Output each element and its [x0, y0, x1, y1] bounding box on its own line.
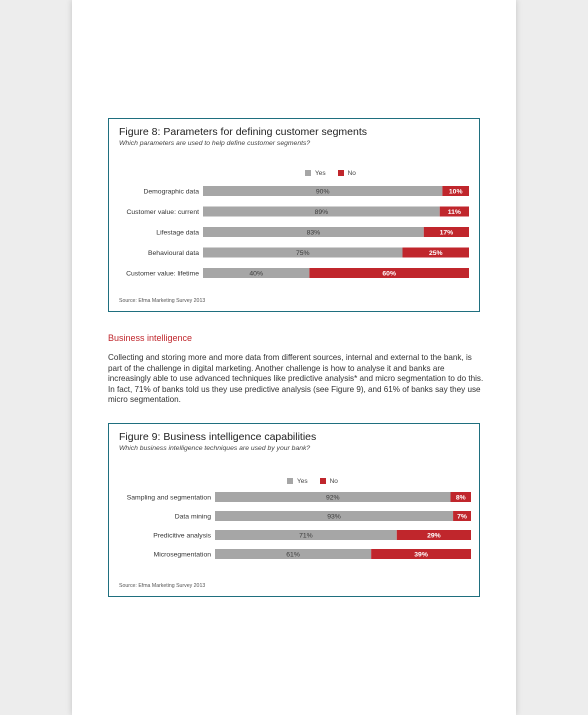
legend-label-no: No: [347, 169, 356, 177]
figure-9-box: [108, 423, 480, 597]
data-label: 93%: [327, 513, 341, 521]
figure-9-source: Source: Efma Marketing Survey 2013: [119, 583, 206, 589]
legend-label-yes: Yes: [297, 477, 308, 485]
figure-9-chart: [109, 488, 479, 578]
data-label: 60%: [382, 270, 397, 278]
figure-8-source: Source: Efma Marketing Survey 2013: [119, 298, 206, 304]
data-label: 71%: [299, 532, 313, 540]
section-paragraph: Collecting and storing more and more data from different sources, internal and external to the bank, is part of the challenge in digital marketing. Another challenge is how to analyse it and banks are increasingly able to use advanced techniques like predictive analysis* and micro segmentation to do this. In fact, 71% of banks told us they use predictive analysis (see Figure 9), and 61% of banks say they use micro segmentation.: [108, 353, 484, 405]
figure-9-legend: [287, 476, 350, 486]
data-label: 17%: [439, 229, 454, 237]
category-label: Demographic data: [143, 188, 199, 196]
category-label: Predicitive analysis: [153, 532, 211, 540]
data-label: 25%: [428, 249, 443, 257]
data-label: 39%: [414, 551, 428, 559]
legend-item-yes: [305, 170, 326, 177]
section-heading: Business intelligence: [108, 333, 193, 343]
data-label: 29%: [427, 532, 441, 540]
figure-8-legend: [305, 168, 368, 178]
data-label: 10%: [448, 188, 463, 196]
legend-swatch-no: [338, 170, 344, 176]
figure-9-title: Figure 9: Business intelligence capabilities: [119, 431, 317, 443]
legend-swatch-no: [320, 478, 326, 484]
legend-item-no: [338, 170, 356, 177]
figure-8-chart: [109, 181, 479, 291]
data-label: 83%: [306, 229, 321, 237]
category-label: Data mining: [174, 513, 211, 521]
figure-9-subtitle: Which business intelligence techniques are used by your bank?: [119, 445, 311, 452]
data-label: 92%: [325, 494, 340, 502]
category-label: Behavioural data: [147, 249, 199, 257]
data-label: 11%: [447, 208, 461, 216]
legend-swatch-yes: [287, 478, 293, 484]
data-label: 8%: [455, 494, 466, 502]
category-label: Customer value: lifetime: [126, 270, 199, 278]
category-label: Sampling and segmentation: [126, 494, 211, 502]
data-label: 61%: [286, 551, 300, 559]
category-label: Microsegmentation: [153, 551, 211, 559]
category-label: Customer value: current: [126, 208, 199, 216]
figure-8-box: [108, 118, 480, 312]
legend-item-no: [320, 478, 338, 485]
figure-8-title: Figure 8: Parameters for defining customer segments: [119, 126, 368, 138]
legend-swatch-yes: [305, 170, 311, 176]
legend-item-yes: [287, 478, 308, 485]
data-label: 75%: [295, 249, 310, 257]
data-label: 7%: [457, 513, 467, 521]
data-label: 89%: [314, 208, 329, 216]
legend-label-no: No: [329, 477, 338, 485]
legend-label-yes: Yes: [315, 169, 326, 177]
category-label: Lifestage data: [156, 229, 199, 237]
data-label: 40%: [249, 270, 264, 278]
data-label: 90%: [315, 188, 330, 196]
figure-8-subtitle: Which parameters are used to help define customer segments?: [119, 140, 311, 147]
